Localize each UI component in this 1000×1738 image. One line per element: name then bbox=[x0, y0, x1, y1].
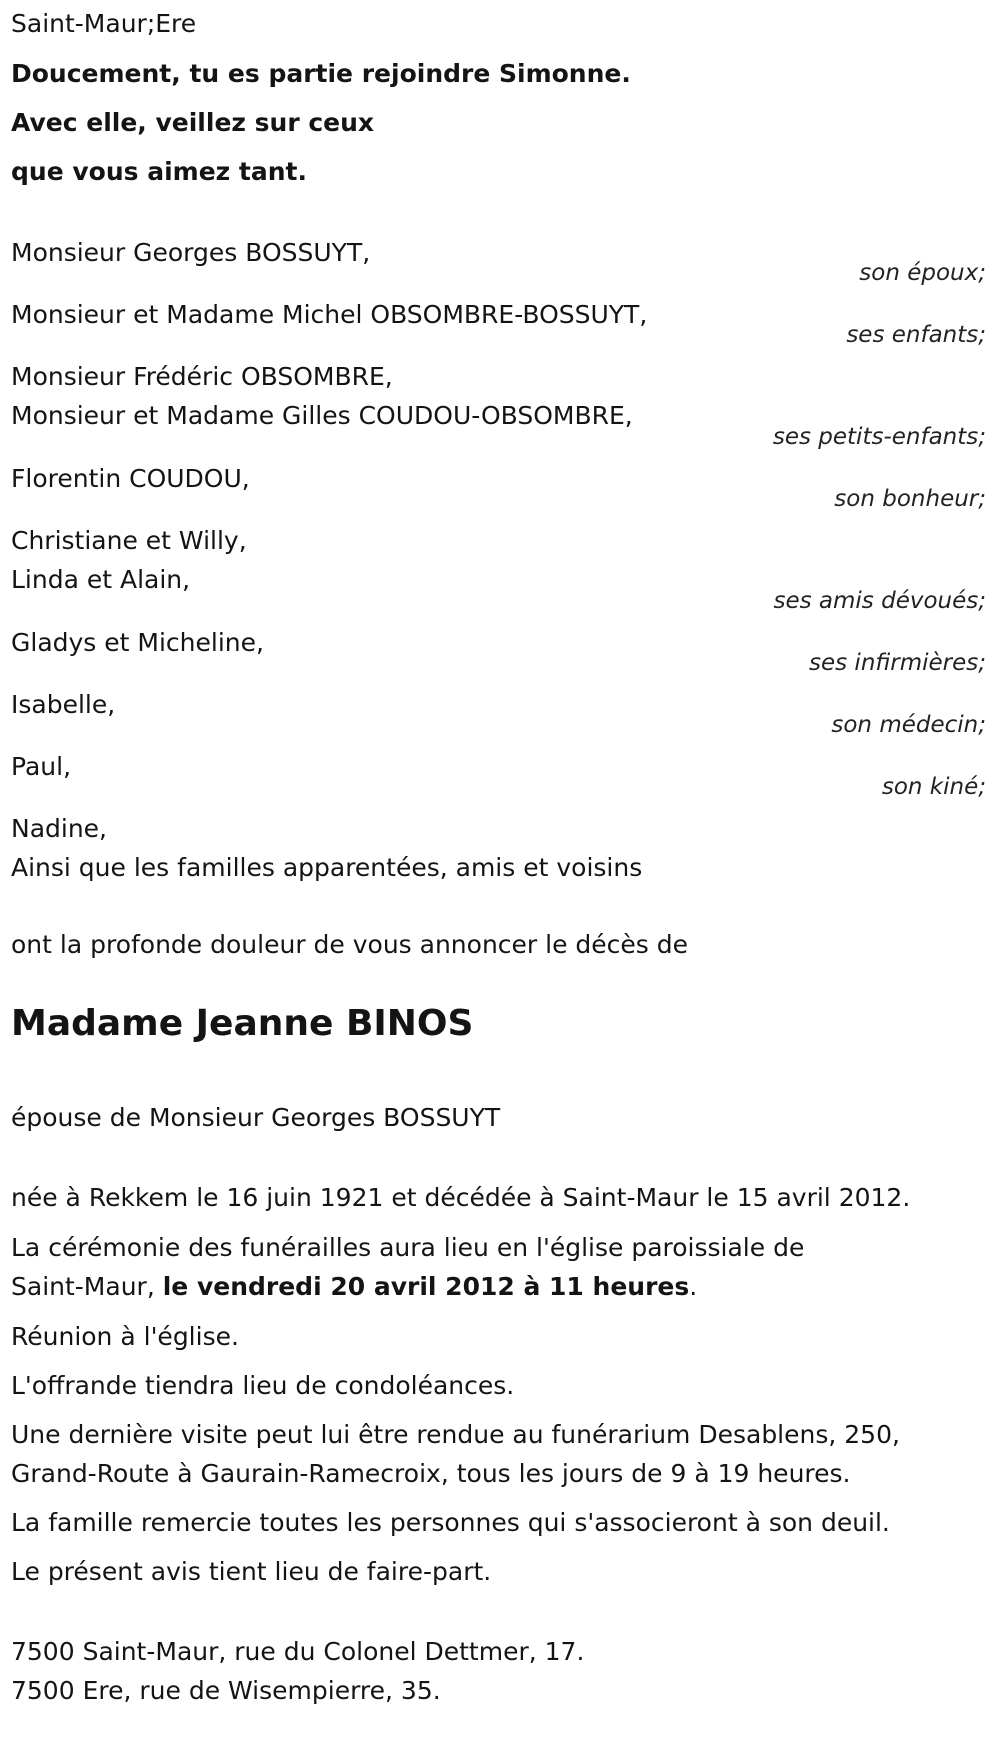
poem-line-3: que vous aimez tant. bbox=[11, 157, 307, 186]
locality-line: Saint-Maur;Ere bbox=[11, 9, 197, 38]
family-relation: son kiné; bbox=[881, 774, 986, 800]
family-name: Monsieur et Madame Michel OBSOMBRE-BOSSUYT, bbox=[11, 300, 648, 329]
family-name: Paul, bbox=[11, 752, 72, 781]
family-name: Isabelle, bbox=[11, 690, 116, 719]
ceremony-date: le vendredi 20 avril 2012 à 11 heures bbox=[162, 1272, 690, 1301]
family-relation: ses enfants; bbox=[846, 322, 986, 348]
spouse-line: épouse de Monsieur Georges BOSSUYT bbox=[11, 1103, 501, 1132]
family-name: Florentin COUDOU, bbox=[11, 464, 250, 493]
family-name: Ainsi que les familles apparentées, amis et voisins bbox=[11, 853, 643, 882]
address-line-1: 7500 Saint-Maur, rue du Colonel Dettmer, 17. bbox=[11, 1637, 585, 1666]
detail-line: L'offrande tiendra lieu de condoléances. bbox=[11, 1371, 515, 1400]
ceremony-line-1: La cérémonie des funérailles aura lieu en l'église paroissiale de bbox=[11, 1233, 805, 1262]
ceremony-end: . bbox=[689, 1272, 698, 1301]
family-name: Gladys et Micheline, bbox=[11, 628, 264, 657]
detail-line: Réunion à l'église. bbox=[11, 1322, 239, 1351]
family-name: Monsieur Georges BOSSUYT, bbox=[11, 238, 371, 267]
poem-line-2: Avec elle, veillez sur ceux bbox=[11, 108, 375, 137]
ceremony-line-2 bbox=[11, 1267, 697, 1307]
family-relation: son bonheur; bbox=[834, 486, 986, 512]
family-relation: ses infirmières; bbox=[809, 650, 986, 676]
deceased-name: Madame Jeanne BINOS bbox=[11, 1003, 474, 1044]
family-relation: son époux; bbox=[859, 260, 986, 286]
family-name: Monsieur Frédéric OBSOMBRE, bbox=[11, 362, 393, 391]
family-name: Christiane et Willy, bbox=[11, 526, 247, 555]
closing-line-2: Le présent avis tient lieu de faire-part. bbox=[11, 1557, 492, 1586]
family-name: Nadine, bbox=[11, 814, 108, 843]
visit-line-2: Grand-Route à Gaurain-Ramecroix, tous les jours de 9 à 19 heures. bbox=[11, 1459, 851, 1488]
family-name: Linda et Alain, bbox=[11, 565, 191, 594]
poem-line-1: Doucement, tu es partie rejoindre Simonne. bbox=[11, 59, 631, 88]
family-relation: ses petits-enfants; bbox=[772, 424, 986, 450]
family-name: Monsieur et Madame Gilles COUDOU-OBSOMBRE, bbox=[11, 401, 633, 430]
ceremony-place: Saint-Maur, bbox=[11, 1272, 163, 1301]
address-line-2: 7500 Ere, rue de Wisempierre, 35. bbox=[11, 1676, 441, 1705]
visit-line-1: Une dernière visite peut lui être rendue au funérarium Desablens, 250, bbox=[11, 1420, 900, 1449]
closing-line-1: La famille remercie toutes les personnes qui s'associeront à son deuil. bbox=[11, 1508, 890, 1537]
family-relation: ses amis dévoués; bbox=[773, 588, 986, 614]
announcement: ont la profonde douleur de vous annoncer le décès de bbox=[11, 930, 689, 959]
family-relation: son médecin; bbox=[831, 712, 986, 738]
birth-death-line: née à Rekkem le 16 juin 1921 et décédée à Saint-Maur le 15 avril 2012. bbox=[11, 1183, 911, 1212]
